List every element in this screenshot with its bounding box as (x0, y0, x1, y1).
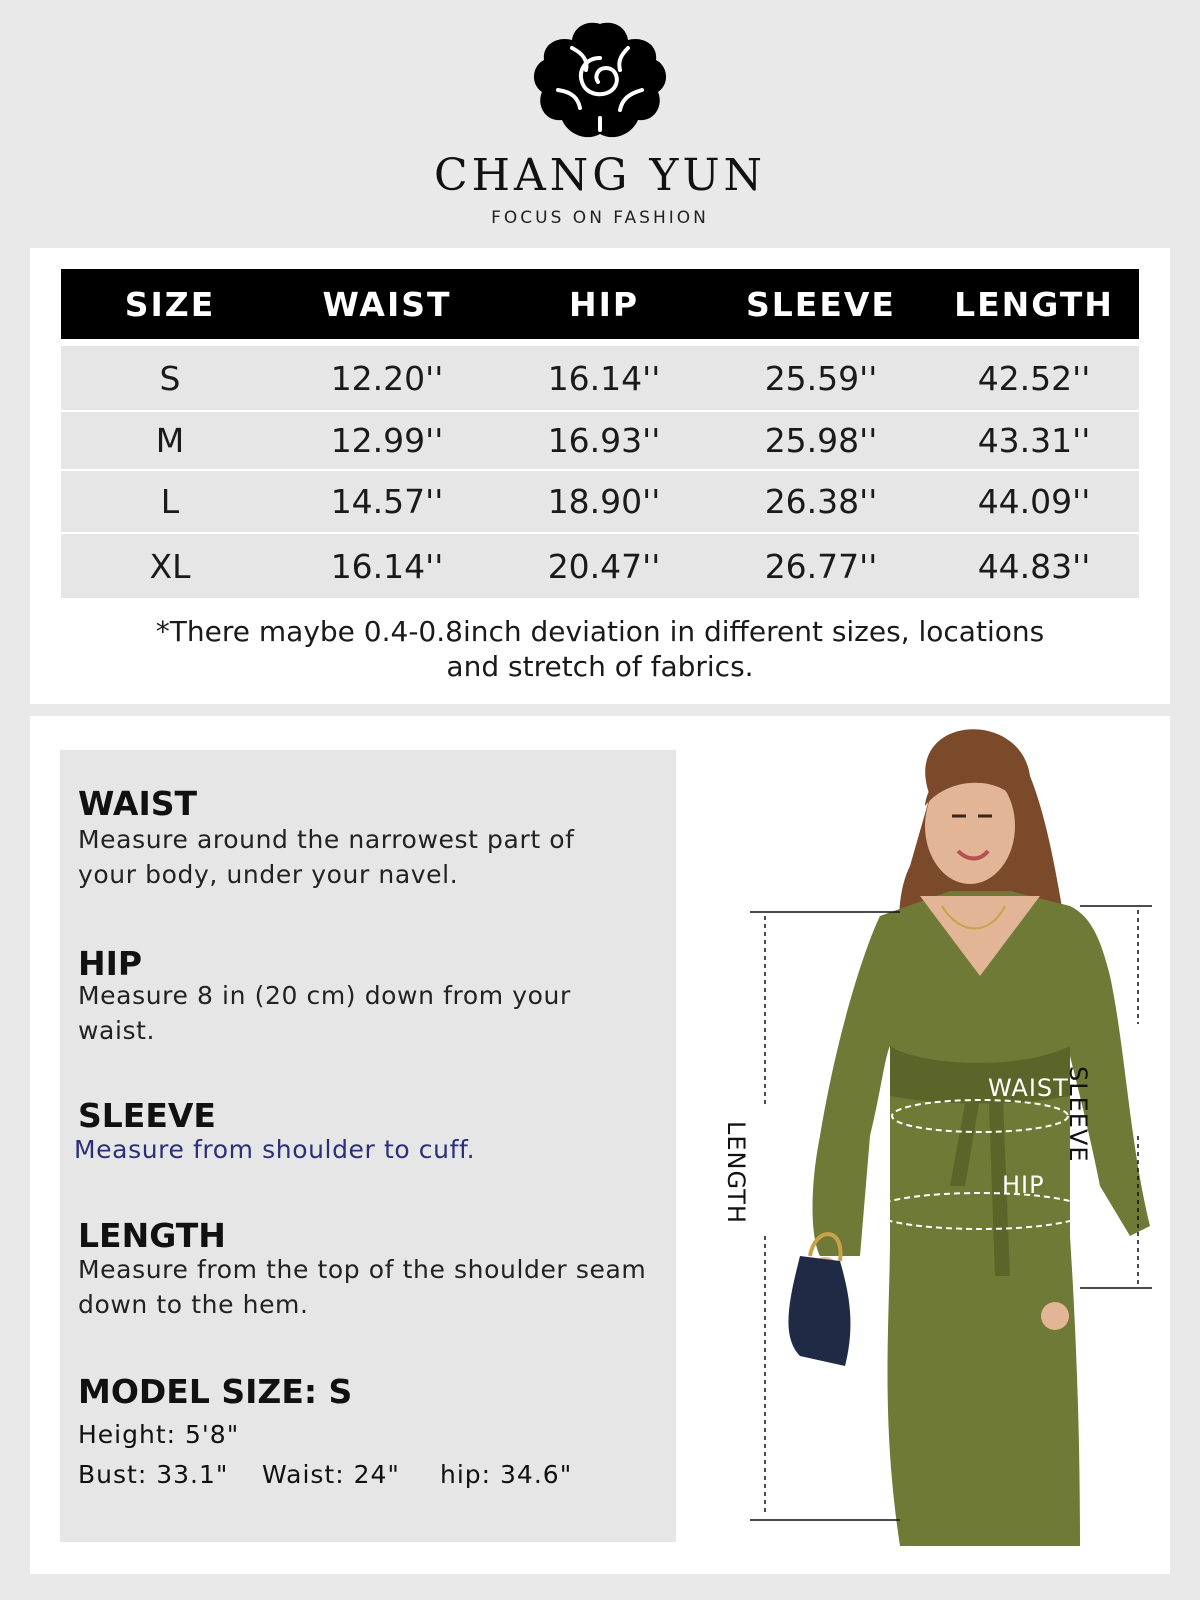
waist-marker-label: WAIST (988, 1074, 1069, 1102)
brand-header (0, 0, 1200, 240)
cell-length: 44.09'' (977, 482, 1091, 521)
size-table-body (61, 346, 1139, 598)
model-size-title: MODEL SIZE: S (78, 1372, 353, 1411)
cell-sleeve: 26.38'' (764, 482, 878, 521)
hip-guide-title: HIP (78, 944, 143, 983)
model-height: Height: 5'8" (78, 1420, 240, 1449)
length-guide-title: LENGTH (78, 1216, 226, 1255)
waist-guide-line2: your body, under your navel. (78, 860, 459, 889)
waist-guide-line1: Measure around the narrowest part of (78, 825, 575, 854)
header-sleeve: SLEEVE (746, 284, 896, 324)
measurement-instructions-panel (60, 750, 676, 1542)
model-bust: Bust: 33.1" (78, 1460, 229, 1489)
cell-length: 44.83'' (977, 546, 1091, 586)
table-row (61, 471, 1139, 534)
length-guide-line2: down to the hem. (78, 1290, 309, 1319)
sleeve-marker-label: SLEEVE (1064, 1066, 1092, 1163)
length-marker-label: LENGTH (722, 1121, 750, 1224)
hip-marker-label: HIP (1002, 1171, 1045, 1199)
cell-hip: 16.93'' (547, 421, 661, 460)
cell-sleeve: 25.98'' (764, 421, 878, 460)
measurement-guide-card (30, 716, 1170, 1574)
cell-length: 42.52'' (977, 358, 1091, 398)
waist-guide-text (78, 822, 658, 892)
header-hip: HIP (568, 284, 640, 324)
cell-size: XL (149, 546, 191, 586)
cell-size: S (159, 358, 181, 398)
length-guide-text (78, 1252, 658, 1322)
deviation-note-line2: and stretch of fabrics. (446, 650, 754, 683)
camellia-flower-logo-icon (528, 18, 672, 146)
header-waist: WAIST (322, 284, 452, 324)
table-row (61, 346, 1139, 412)
deviation-note (110, 614, 1090, 684)
size-table-header (61, 269, 1139, 339)
table-row (61, 534, 1139, 598)
hip-guide-line2: waist. (78, 1016, 156, 1045)
cell-size: L (160, 482, 180, 521)
model-waist: Waist: 24" (262, 1460, 400, 1489)
header-size: SIZE (124, 284, 216, 324)
cell-waist: 12.20'' (330, 358, 444, 398)
cell-size: M (155, 421, 185, 460)
cell-length: 43.31'' (977, 421, 1091, 460)
hip-guide-line1: Measure 8 in (20 cm) down from your (78, 981, 571, 1010)
deviation-note-line1: *There maybe 0.4-0.8inch deviation in different sizes, locations (155, 615, 1045, 648)
cell-sleeve: 26.77'' (764, 546, 878, 586)
table-row (61, 412, 1139, 471)
waist-guide-title: WAIST (78, 784, 198, 823)
cell-hip: 16.14'' (547, 358, 661, 398)
cell-sleeve: 25.59'' (764, 358, 878, 398)
cell-waist: 16.14'' (330, 546, 444, 586)
brand-tagline: FOCUS ON FASHION (491, 208, 709, 228)
hip-guide-text (78, 978, 658, 1048)
length-guide-line1: Measure from the top of the shoulder seam (78, 1255, 647, 1284)
size-chart-card (30, 248, 1170, 704)
brand-name: CHANG YUN (433, 150, 767, 201)
header-length: LENGTH (954, 284, 1114, 324)
model-illustration (720, 716, 1170, 1574)
sleeve-guide-title: SLEEVE (78, 1096, 216, 1135)
cell-waist: 12.99'' (330, 421, 444, 460)
model-figure (720, 716, 1170, 1574)
cell-hip: 20.47'' (547, 546, 661, 586)
sleeve-guide-text: Measure from shoulder to cuff. (74, 1135, 476, 1164)
cell-waist: 14.57'' (330, 482, 444, 521)
model-hip: hip: 34.6" (440, 1460, 573, 1489)
cell-hip: 18.90'' (547, 482, 661, 521)
